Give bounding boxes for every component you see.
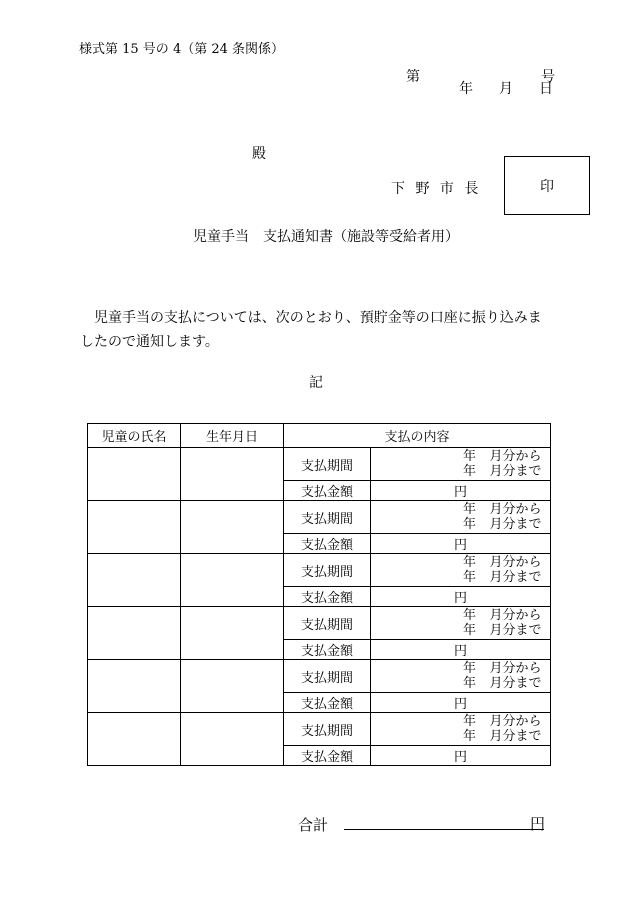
addressee-suffix: 殿 [252,146,266,162]
to-text: 月分まで [489,517,542,532]
from-year: 年 [462,449,476,464]
from-year: 年 [462,502,476,517]
total-underline [344,829,544,830]
child-name-cell[interactable] [88,660,181,713]
period-label: 支払期間 [284,448,371,481]
from-text: 月分から [489,502,542,517]
table-row [88,448,551,481]
amount-value: 円 [371,587,551,607]
from-text: 月分から [489,449,542,464]
document-title: 児童手当 支払通知書（施設等受給者用） [193,229,459,245]
amount-label: 支払金額 [284,746,371,766]
date-day: 日 [539,81,553,97]
ki-heading: 記 [309,375,323,391]
to-text: 月分まで [489,570,542,585]
period-value [371,607,551,640]
table-row [88,660,551,693]
seal-label: 印 [540,178,554,195]
birth-date-cell[interactable] [181,501,284,554]
from-text: 月分から [489,661,542,676]
header-content: 支払の内容 [284,424,551,448]
amount-label: 支払金額 [284,534,371,554]
child-name-cell[interactable] [88,713,181,766]
body-text: 児童手当の支払については、次のとおり、預貯金等の口座に振り込みましたので通知します。 [80,310,542,350]
from-year: 年 [462,608,476,623]
period-label: 支払期間 [284,501,371,534]
form-code: 様式第 15 号の 4（第 24 条関係） [79,42,285,57]
header-birth: 生年月日 [181,424,284,448]
birth-date-cell[interactable] [181,660,284,713]
table-header-row [88,424,551,448]
birth-date-cell[interactable] [181,554,284,607]
from-text: 月分から [489,714,542,729]
to-text: 月分まで [489,729,542,744]
from-text: 月分から [489,608,542,623]
period-label: 支払期間 [284,660,371,693]
period-value [371,713,551,746]
birth-date-cell[interactable] [181,713,284,766]
amount-label: 支払金額 [284,481,371,501]
number-prefix: 第 [406,69,420,85]
to-year: 年 [462,623,476,638]
table-row [88,501,551,534]
period-value [371,660,551,693]
child-name-cell[interactable] [88,554,181,607]
number-suffix: 号 [541,69,555,85]
period-value [371,501,551,534]
to-text: 月分まで [489,676,542,691]
date-month: 月 [499,81,513,97]
date-year: 年 [459,81,473,97]
to-text: 月分まで [489,464,542,479]
amount-label: 支払金額 [284,640,371,660]
from-year: 年 [462,661,476,676]
birth-date-cell[interactable] [181,448,284,501]
amount-label: 支払金額 [284,693,371,713]
amount-label: 支払金額 [284,587,371,607]
amount-value: 円 [371,640,551,660]
period-value [371,554,551,587]
child-name-cell[interactable] [88,607,181,660]
table-row [88,554,551,587]
from-year: 年 [462,555,476,570]
amount-value: 円 [371,534,551,554]
to-year: 年 [462,570,476,585]
date-line [459,78,553,98]
from-text: 月分から [489,555,542,570]
birth-date-cell[interactable] [181,607,284,660]
child-name-cell[interactable] [88,501,181,554]
to-year: 年 [462,729,476,744]
amount-value: 円 [371,481,551,501]
to-year: 年 [462,517,476,532]
from-year: 年 [462,714,476,729]
total-yen: 円 [530,815,546,833]
payment-table [87,423,551,766]
to-year: 年 [462,676,476,691]
period-label: 支払期間 [284,554,371,587]
total-label: 合計 [298,816,329,834]
seal-box [504,156,590,215]
amount-value: 円 [371,746,551,766]
amount-value: 円 [371,693,551,713]
period-label: 支払期間 [284,713,371,746]
to-text: 月分まで [489,623,542,638]
issuer: 下 野 市 長 [391,181,482,197]
period-label: 支払期間 [284,607,371,640]
table-row [88,713,551,746]
table-row [88,607,551,640]
child-name-cell[interactable] [88,448,181,501]
to-year: 年 [462,464,476,479]
header-name: 児童の氏名 [88,424,181,448]
period-value [371,448,551,481]
